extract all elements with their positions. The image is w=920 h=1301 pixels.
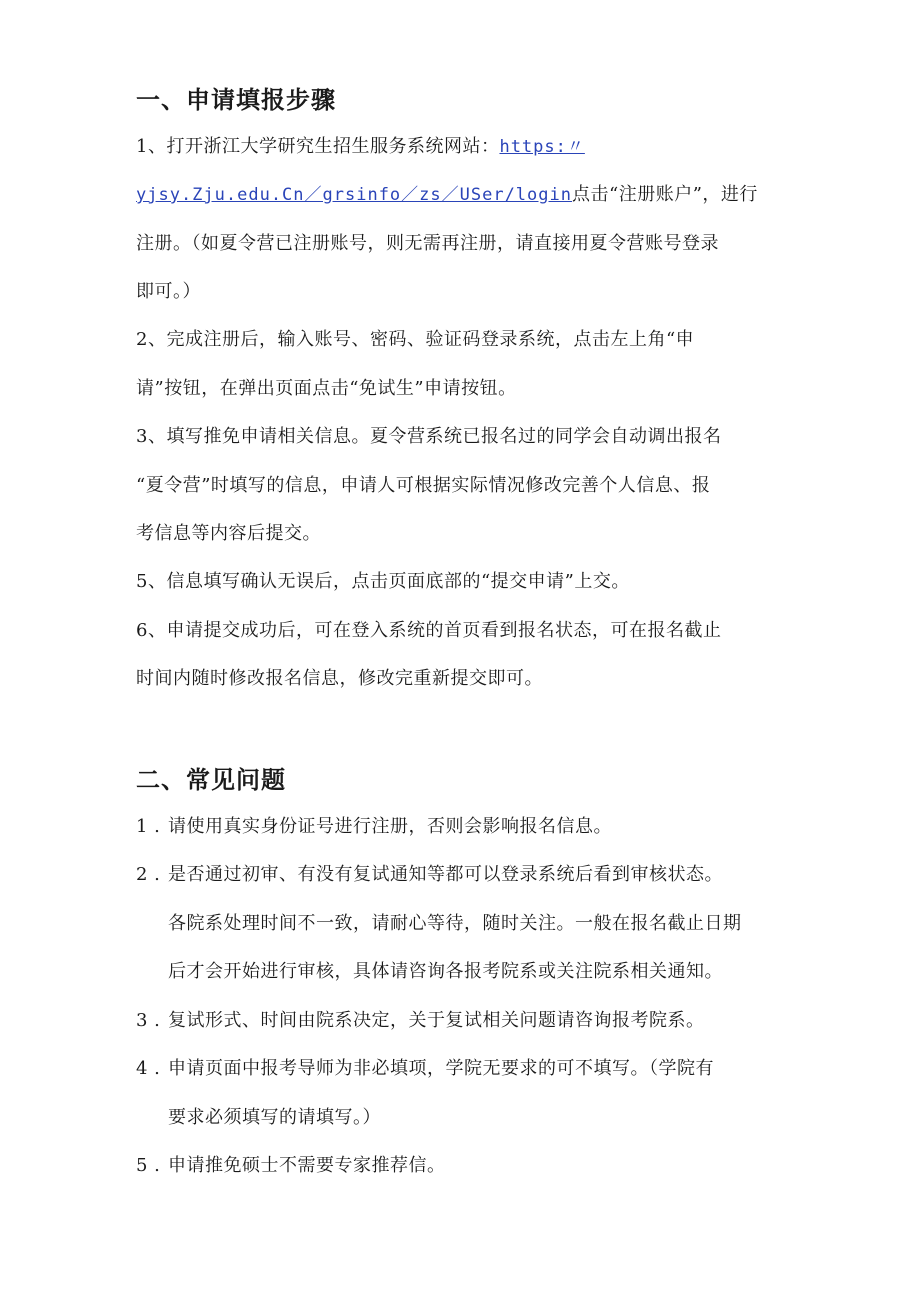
step-2-line-2: 请”按钮，在弹出页面点击“免试生”申请按钮。 [136, 378, 517, 399]
faq-text: 复试形式、时间由院系决定，关于复试相关问题请咨询报考院系。 [168, 1010, 705, 1031]
step-1-line-4: 即可。） [136, 281, 201, 302]
faq-item-3 [136, 1009, 705, 1033]
faq-number: 4 . [136, 1058, 161, 1079]
faq-text: 请使用真实身份证号进行注册，否则会影响报名信息。 [168, 816, 612, 837]
step-1-line-2 [136, 183, 758, 207]
registration-url-link-part-2[interactable]: yjsy.Zju.edu.Cn／grsinfo／zs／USer/login [136, 185, 572, 205]
step-1-line-3: 注册。（如夏令营已注册账号，则无需再注册，请直接用夏令营账号登录 [136, 233, 719, 254]
section-heading-steps: 一、申请填报步骤 [136, 86, 336, 114]
faq-item-1 [136, 815, 612, 839]
registration-url-link-part-1[interactable]: https:〃 [499, 137, 585, 157]
step-1-line-1 [136, 135, 585, 159]
faq-number: 3 . [136, 1010, 161, 1031]
faq-number: 2 . [136, 864, 161, 885]
faq-item-2-line-3: 后才会开始进行审核，具体请咨询各报考院系或关注院系相关通知。 [168, 961, 723, 982]
faq-number: 5 . [136, 1155, 161, 1176]
faq-item-2 [136, 863, 723, 887]
section-heading-faq: 二、常见问题 [136, 766, 286, 794]
faq-item-5 [136, 1154, 446, 1178]
step-6-line-2: 时间内随时修改报名信息，修改完重新提交即可。 [136, 668, 543, 689]
step-2-line-1: 2、完成注册后，输入账号、密码、验证码登录系统，点击左上角“申 [136, 329, 695, 350]
faq-item-4 [136, 1057, 714, 1081]
step-5-line-1: 5、信息填写确认无误后，点击页面底部的“提交申请”上交。 [136, 571, 630, 592]
step-1-text-cont: 点击“注册账户”，进行 [572, 184, 758, 205]
step-1-text: 1、打开浙江大学研究生招生服务系统网站： [136, 136, 500, 157]
step-3-line-3: 考信息等内容后提交。 [136, 523, 321, 544]
step-6-line-1: 6、申请提交成功后，可在登入系统的首页看到报名状态，可在报名截止 [136, 620, 722, 641]
faq-text: 申请推免硕士不需要专家推荐信。 [168, 1155, 446, 1176]
faq-number: 1 . [136, 816, 161, 837]
faq-text: 是否通过初审、有没有复试通知等都可以登录系统后看到审核状态。 [168, 864, 723, 885]
faq-item-2-line-2: 各院系处理时间不一致，请耐心等待，随时关注。一般在报名截止日期 [168, 913, 742, 934]
step-3-line-1: 3、填写推免申请相关信息。夏令营系统已报名过的同学会自动调出报名 [136, 426, 722, 447]
faq-text: 申请页面中报考导师为非必填项，学院无要求的可不填写。（学院有 [168, 1058, 714, 1079]
step-3-line-2: “夏令营”时填写的信息，申请人可根据实际情况修改完善个人信息、报 [136, 475, 711, 496]
faq-item-4-line-2: 要求必须填写的请填写。） [168, 1107, 381, 1128]
